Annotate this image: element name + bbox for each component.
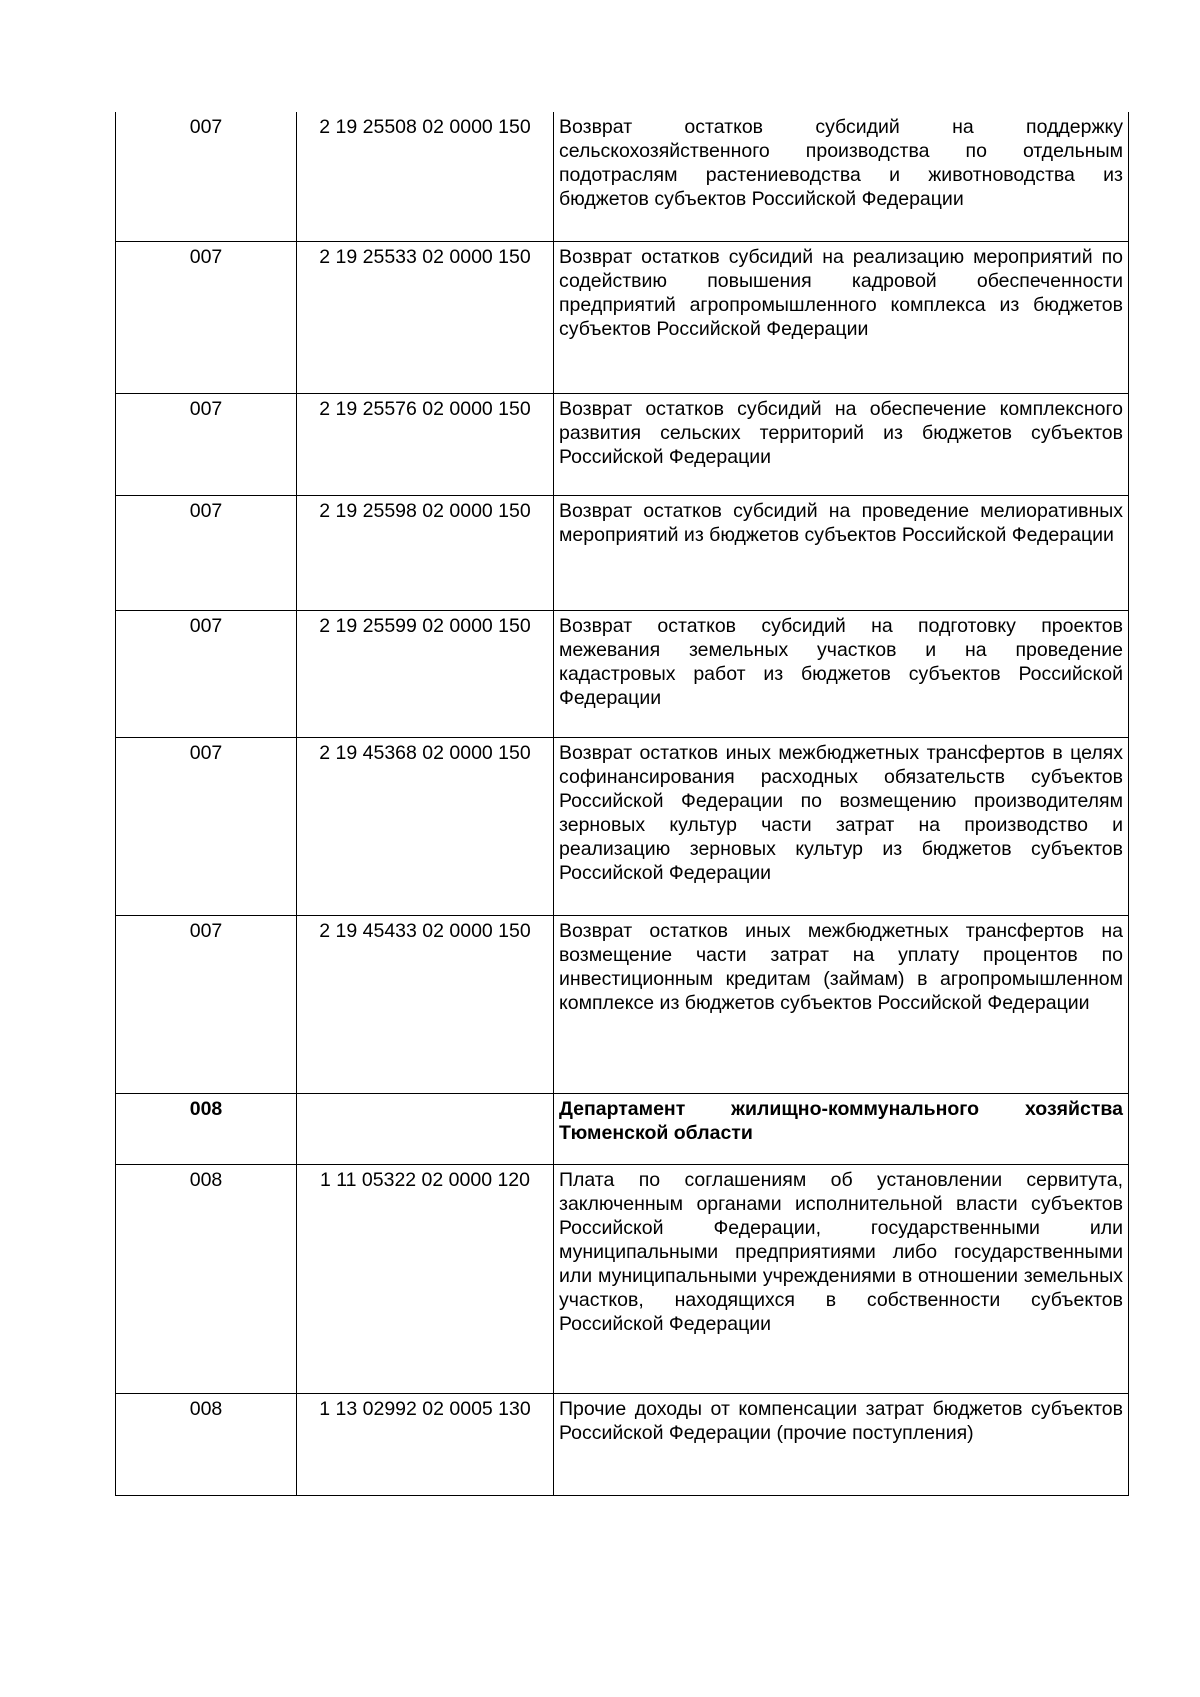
income-description-cell: Возврат остатков субсидий на обеспечение комплексного развития сельских территорий из бюджетов субъектов Российской Федерации bbox=[554, 393, 1129, 495]
admin-code-cell: 008 bbox=[116, 1393, 297, 1495]
table-row bbox=[116, 610, 1129, 737]
income-description-cell: Возврат остатков иных межбюджетных трансфертов на возмещение части затрат на уплату процентов по инвестиционным кредитам (займам) в агропромышленном комплексе из бюджетов субъектов Российской Федерации bbox=[554, 915, 1129, 1093]
budget-classification-code-cell: 2 19 25533 02 0000 150 bbox=[297, 241, 554, 393]
admin-code-cell: 008 bbox=[116, 1093, 297, 1164]
table-row bbox=[116, 1393, 1129, 1495]
table-row bbox=[116, 393, 1129, 495]
table-row bbox=[116, 1164, 1129, 1393]
admin-code-cell: 007 bbox=[116, 915, 297, 1093]
table-row bbox=[116, 241, 1129, 393]
budget-classification-code-cell: 2 19 25508 02 0000 150 bbox=[297, 112, 554, 241]
income-description-cell: Возврат остатков субсидий на реализацию мероприятий по содействию повышения кадровой обеспеченности предприятий агропромышленного комплекса из бюджетов субъектов Российской Федерации bbox=[554, 241, 1129, 393]
admin-code-cell: 007 bbox=[116, 112, 297, 241]
department-name-cell: Департамент жилищно-коммунального хозяйства Тюменской области bbox=[554, 1093, 1129, 1164]
income-description-cell: Плата по соглашениям об установлении сервитута, заключенным органами исполнительной власти субъектов Российской Федерации, государственными или муниципальными предприятиями либо государственными или муниципальными учреждениями в отношении земельных участков, находящихся в собственности субъектов Российской Федерации bbox=[554, 1164, 1129, 1393]
budget-classification-code-cell: 2 19 25576 02 0000 150 bbox=[297, 393, 554, 495]
budget-classification-code-cell: 2 19 25598 02 0000 150 bbox=[297, 495, 554, 610]
table-row bbox=[116, 915, 1129, 1093]
budget-classification-code-cell: 2 19 45368 02 0000 150 bbox=[297, 737, 554, 915]
budget-classification-code-cell: 2 19 25599 02 0000 150 bbox=[297, 610, 554, 737]
budget-classification-code-cell: 2 19 45433 02 0000 150 bbox=[297, 915, 554, 1093]
table-row-department-heading bbox=[116, 1093, 1129, 1164]
budget-classification-code-cell: 1 11 05322 02 0000 120 bbox=[297, 1164, 554, 1393]
income-description-cell: Возврат остатков субсидий на подготовку проектов межевания земельных участков и на проведение кадастровых работ из бюджетов субъектов Российской Федерации bbox=[554, 610, 1129, 737]
income-description-cell: Возврат остатков субсидий на поддержку сельскохозяйственного производства по отдельным подотраслям растениеводства и животноводства из бюджетов субъектов Российской Федерации bbox=[554, 112, 1129, 241]
table-row bbox=[116, 737, 1129, 915]
admin-code-cell: 007 bbox=[116, 610, 297, 737]
budget-classification-code-cell bbox=[297, 1093, 554, 1164]
budget-classification-code-cell: 1 13 02992 02 0005 130 bbox=[297, 1393, 554, 1495]
income-description-cell: Возврат остатков субсидий на проведение мелиоративных мероприятий из бюджетов субъектов Российской Федерации bbox=[554, 495, 1129, 610]
admin-code-cell: 007 bbox=[116, 393, 297, 495]
table-row bbox=[116, 495, 1129, 610]
admin-code-cell: 008 bbox=[116, 1164, 297, 1393]
income-description-cell: Прочие доходы от компенсации затрат бюджетов субъектов Российской Федерации (прочие поступления) bbox=[554, 1393, 1129, 1495]
table-row bbox=[116, 112, 1129, 241]
admin-code-cell: 007 bbox=[116, 495, 297, 610]
income-description-cell: Возврат остатков иных межбюджетных трансфертов в целях софинансирования расходных обязательств субъектов Российской Федерации по возмещению производителям зерновых культур части затрат на производство и реализацию зерновых культур из бюджетов субъектов Российской Федерации bbox=[554, 737, 1129, 915]
budget-codes-table bbox=[115, 112, 1129, 1496]
admin-code-cell: 007 bbox=[116, 737, 297, 915]
admin-code-cell: 007 bbox=[116, 241, 297, 393]
